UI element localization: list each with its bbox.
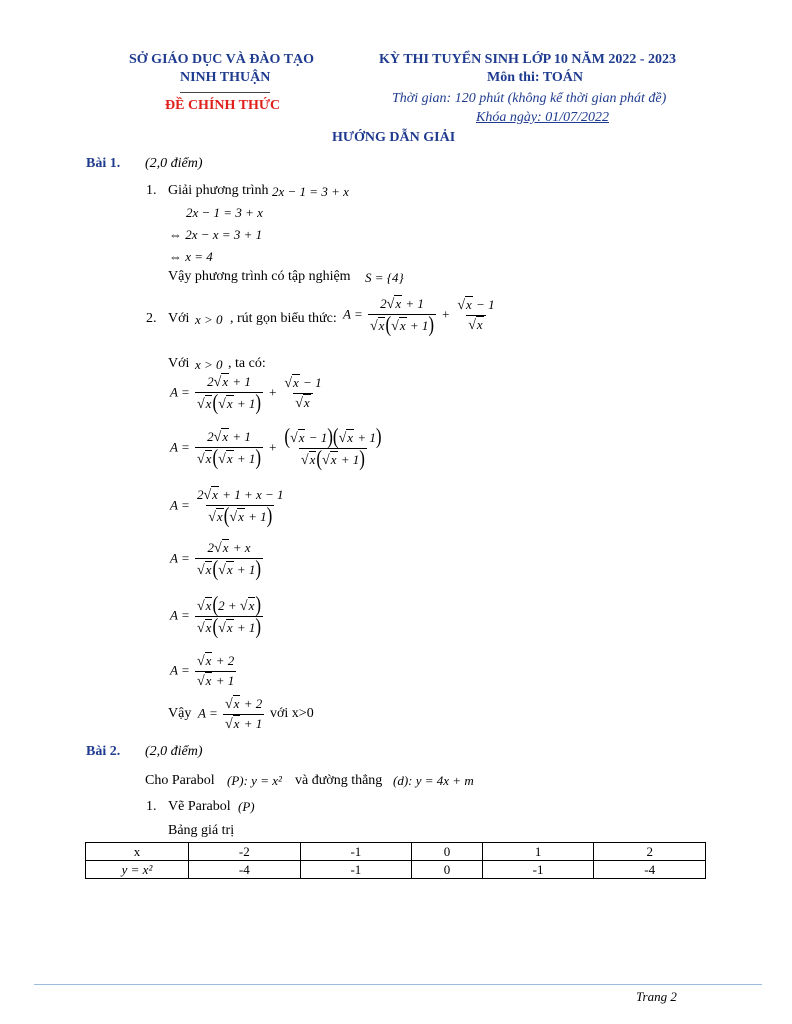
table-cell: -1 xyxy=(300,861,412,879)
page-title: HƯỚNG DẪN GIẢI xyxy=(332,130,456,145)
q1-step-3: ⇔ x = 4 xyxy=(169,249,213,264)
table-cell: 0 xyxy=(412,843,483,861)
q2-number: 2. xyxy=(146,311,157,326)
problem-2-label: Bài 2. xyxy=(86,744,121,759)
table-cell-header: y = x² xyxy=(86,861,189,879)
q1-equation: 2x − 1 = 3 + x xyxy=(272,184,349,199)
q1-step-2: ⇔ 2x − x = 3 + 1 xyxy=(169,227,263,242)
final-prefix: Vậy xyxy=(168,706,192,721)
table-cell: -1 xyxy=(482,861,594,879)
expr-step-1: A = $\frac{2√x + 1}{√x(√x + 1)}$ + $\frac{√x - 1}{√x}$ xyxy=(170,374,322,415)
expr-step-5: A = $\frac{√x(2 + √x)}{√x(√x + 1)}$ xyxy=(170,592,262,639)
p2-parabola: (P): y = x² xyxy=(227,773,282,788)
q1-text: Giải phương trình xyxy=(168,183,269,198)
q1-conclusion: Vậy phương trình có tập nghiệm xyxy=(168,269,351,284)
final-suffix: với x>0 xyxy=(270,706,314,721)
exam-time: Thời gian: 120 phút (không kể thời gian phát đề) xyxy=(392,91,667,106)
table-cell: -4 xyxy=(594,861,706,879)
exam-title: KỲ THI TUYỂN SINH LỚP 10 NĂM 2022 - 2023 xyxy=(379,52,677,67)
page-number: Trang 2 xyxy=(636,989,677,1004)
p2-intro-a: Cho Parabol xyxy=(145,773,215,788)
value-table xyxy=(85,842,706,879)
exam-date: Khóa ngày: 01/07/2022 xyxy=(476,110,609,125)
expr-given: A = $\frac{2√x + 1}{√x(√x + 1)}$ + $\frac{√x - 1}{√x}$ xyxy=(343,296,495,337)
table-cell: -4 xyxy=(189,861,301,879)
q1-step-1: 2x − 1 = 3 + x xyxy=(186,205,263,220)
table-caption: Bảng giá trị xyxy=(168,823,235,838)
expr-step-3: A = $\frac{2√x + 1 + x - 1}{√x(√x + 1)}$ xyxy=(170,487,284,528)
expr-step-6: A = $\frac{√x + 2}{√x + 1}$ xyxy=(170,653,235,689)
table-row xyxy=(86,843,706,861)
exam-subject: Môn thi: TOÁN xyxy=(487,70,583,85)
q2-text-a: Với xyxy=(168,311,190,326)
q2-text-b: , rút gọn biểu thức: xyxy=(230,311,337,326)
with-tail: , ta có: xyxy=(228,356,266,371)
p2-q1-number: 1. xyxy=(146,799,157,814)
table-cell: 1 xyxy=(482,843,594,861)
table-cell: -1 xyxy=(300,843,412,861)
problem-1-label: Bài 1. xyxy=(86,156,121,171)
province-name: NINH THUẬN xyxy=(180,70,271,85)
expr-final: A = $\frac{√x + 2}{√x + 1}$ xyxy=(198,696,263,732)
q1-number: 1. xyxy=(146,183,157,198)
with-condition: x > 0 xyxy=(195,357,223,372)
table-row xyxy=(86,861,706,879)
problem-2-points: (2,0 điểm) xyxy=(145,744,203,759)
with-text: Với xyxy=(168,356,190,371)
table-cell: 0 xyxy=(412,861,483,879)
table-cell-header: x xyxy=(86,843,189,861)
expr-step-2: A = $\frac{2√x + 1}{√x(√x + 1)}$ + $\frac{(√x - 1)(√x + 1)}{√x(√x + 1)}$ xyxy=(170,424,382,471)
table-cell: 2 xyxy=(594,843,706,861)
department-name: SỞ GIÁO DỤC VÀ ĐÀO TẠO xyxy=(129,52,315,67)
p2-q1-object: (P) xyxy=(238,799,255,814)
footer-divider xyxy=(34,984,762,985)
p2-line: (d): y = 4x + m xyxy=(393,773,474,788)
p2-q1-text: Vẽ Parabol xyxy=(168,799,231,814)
p2-intro-b: và đường thẳng xyxy=(295,773,383,788)
expr-step-4: A = $\frac{2√x + x}{√x(√x + 1)}$ xyxy=(170,540,262,581)
q1-solution-set: S = {4} xyxy=(365,270,404,285)
table-cell: -2 xyxy=(189,843,301,861)
header-divider xyxy=(180,92,270,93)
problem-1-points: (2,0 điểm) xyxy=(145,156,203,171)
official-label: ĐỀ CHÍNH THỨC xyxy=(165,98,281,113)
q2-condition: x > 0 xyxy=(195,312,223,327)
